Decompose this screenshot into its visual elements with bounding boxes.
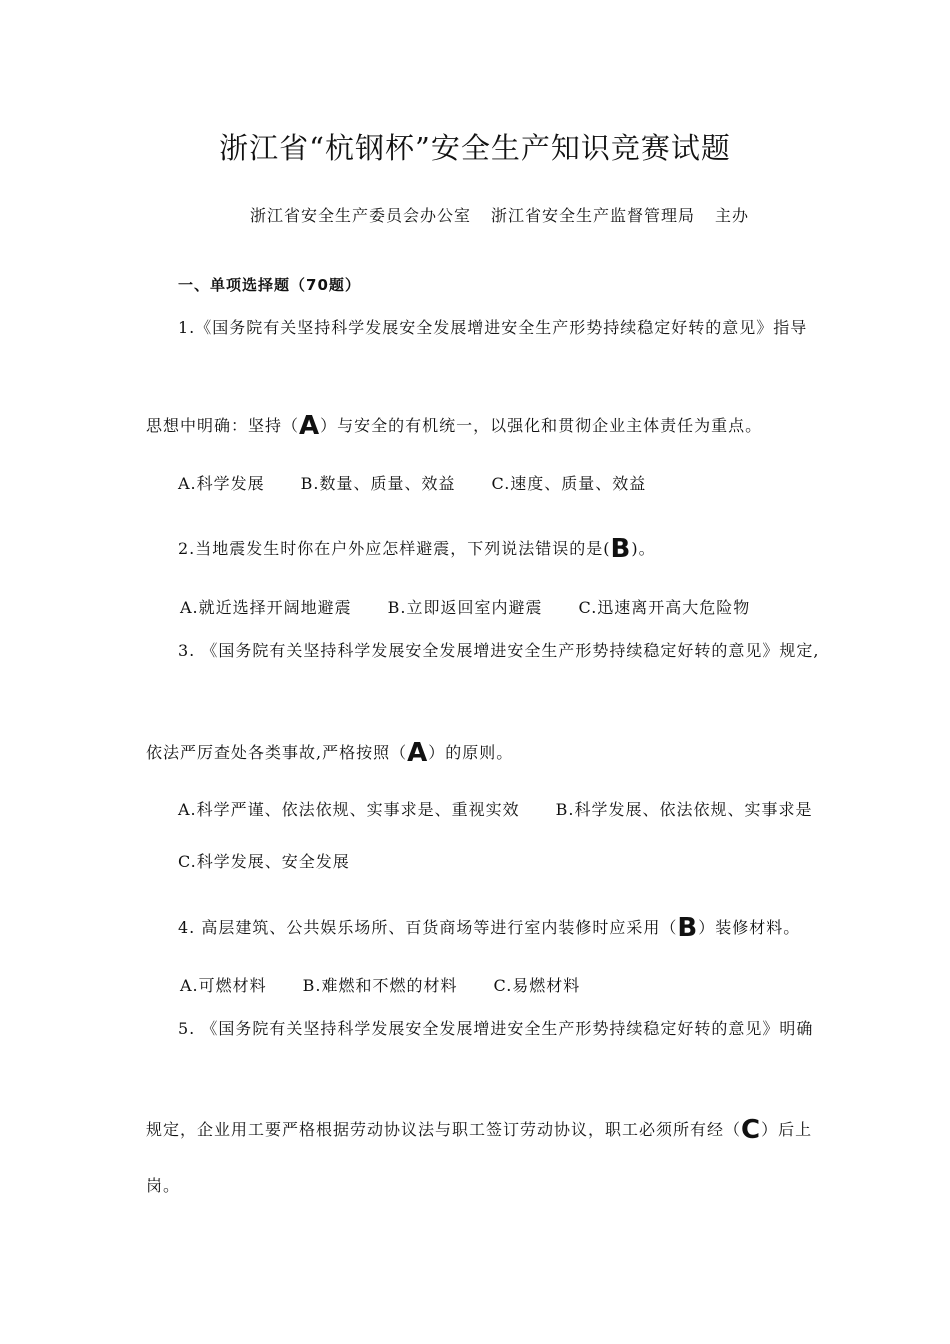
question-4-line-1	[178, 912, 801, 943]
question-5-text-pre: 规定，企业用工要严格根据劳动协议法与职工签订劳动协议，职工必须所有经（	[146, 1120, 742, 1139]
question-4-answer: B	[677, 913, 699, 943]
option-a: A.科学发展	[178, 474, 265, 493]
question-5-text-post: ）后上	[761, 1120, 813, 1139]
option-b: B.难燃和不燃的材料	[302, 976, 458, 995]
organizer-line	[250, 208, 749, 224]
question-1-options	[178, 476, 646, 492]
organizer-2: 浙江省安全生产监督管理局	[491, 206, 696, 225]
question-4-text-post: ）装修材料。	[698, 918, 801, 937]
question-2-text-post: )。	[631, 539, 656, 558]
question-3-line-2	[146, 737, 514, 768]
organizer-role: 主办	[715, 206, 750, 225]
question-3-line-1: 3. 《国务院有关坚持科学发展安全发展增进安全生产形势持续稳定好转的意见》规定,	[178, 641, 820, 660]
question-4-options	[180, 978, 580, 994]
question-3-answer: A	[407, 738, 429, 768]
question-4-text-pre: 4. 高层建筑、公共娱乐场所、百货商场等进行室内装修时应采用（	[178, 918, 678, 937]
option-a: A.可燃材料	[180, 976, 267, 995]
question-5-line-1: 5. 《国务院有关坚持科学发展安全发展增进安全生产形势持续稳定好转的意见》明确	[178, 1019, 814, 1038]
page-title: 浙江省“杭钢杯”安全生产知识竞赛试题	[219, 131, 731, 165]
option-c: C.易燃材料	[493, 976, 581, 995]
question-3-text-post: ）的原则。	[428, 743, 514, 762]
question-1-line-2	[146, 410, 763, 441]
option-b: B.科学发展、依法依规、实事求是	[555, 800, 813, 819]
question-1-text-post: ）与安全的有机统一，以强化和贯彻企业主体责任为重点。	[320, 416, 763, 435]
option-a: A.科学严谨、依法依规、实事求是、重视实效	[178, 800, 520, 819]
question-3-text-pre: 依法严厉查处各类事故,严格按照（	[146, 743, 408, 762]
question-5-answer: C	[741, 1115, 762, 1145]
option-b: B.数量、质量、效益	[300, 474, 456, 493]
option-c: C.速度、质量、效益	[491, 474, 647, 493]
option-c: C.迅速离开高大危险物	[578, 598, 751, 617]
question-2-text-pre: 2.当地震发生时你在户外应怎样避震，下列说法错误的是(	[178, 539, 611, 558]
question-1-answer: A	[299, 411, 321, 441]
question-1-text-pre: 思想中明确：坚持（	[146, 416, 300, 435]
option-b: B.立即返回室内避震	[387, 598, 543, 617]
option-a: A.就近选择开阔地避震	[180, 598, 352, 617]
question-1-line-1: 1.《国务院有关坚持科学发展安全发展增进安全生产形势持续稳定好转的意见》指导	[178, 318, 808, 337]
question-2-line-1	[178, 533, 656, 564]
question-5-line-3: 岗。	[146, 1176, 181, 1195]
organizer-1: 浙江省安全生产委员会办公室	[250, 206, 472, 225]
question-5-line-2	[146, 1114, 813, 1145]
section-heading: 一、单项选择题（70题）	[178, 276, 361, 294]
question-2-options	[180, 600, 750, 616]
question-3-options-row-2	[178, 854, 350, 870]
question-3-options-row-1	[178, 802, 813, 818]
question-2-answer: B	[610, 534, 632, 564]
option-c: C.科学发展、安全发展	[178, 852, 350, 871]
